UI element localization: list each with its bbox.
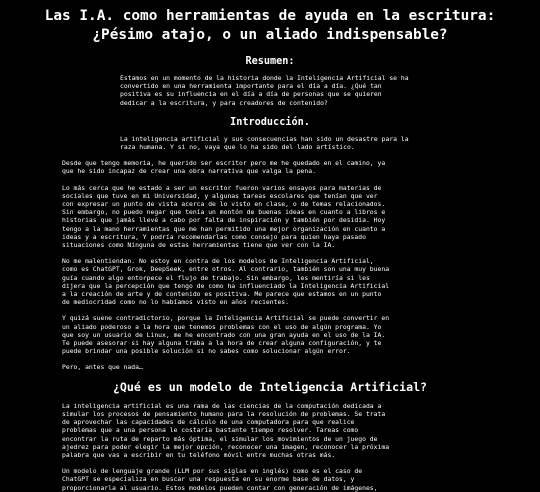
intro-heading: Introducción. bbox=[230, 116, 310, 128]
intro-paragraph-6: Pero, antes que nada… bbox=[62, 363, 143, 372]
intro-paragraph-3: Lo más cerca que he estado a ser un escritor fueron varios ensayos para materias de sociales que tuve en mi Universidad, y algunas tareas escolares que tenían que ver con expresar un punto de vista acerca de lo visto en clase, o de temas relacionados. Sin embargo, no puedo negar que tenía un montón de buenas ideas en cuanto a libros e historias que jamás llevé a cabo por falta de inspiración y también por desidia. Hoy tengo a la mano herramientas que me han permitido una mejor organización en cuanto a ideas y a escritura, Y podría recomendarlas como consejo para quien haya pasado situaciones como Ninguna de estas herramientas tiene que ver con la IA. bbox=[62, 183, 386, 250]
ai-model-heading: ¿Qué es un modelo de Inteligencia Artificial? bbox=[112, 379, 428, 394]
summary-text: Estamos en un momento de la historia donde la Inteligencia Artificial se ha convertido en una herramienta importante para el día a día. ¿Qué tan positiva es su influencia en el día a día de personas que se quieren dedicar a la escritura, y para creadores de contenido? bbox=[120, 74, 409, 107]
intro-paragraph-2: Desde que tengo memoria, he querido ser escritor pero me he quedado en el camino, ya que he sido incapaz de crear una obra narrativa que valga la pena. bbox=[62, 159, 386, 176]
summary-heading: Resumen: bbox=[245, 56, 295, 67]
intro-paragraph-5: Y quizá suene contradictorio, porque la Inteligencia Artificial se puede convertir en un aliado poderoso a la hora que tenemos problemas con el uso de algún programa. Yo que soy un usuario de Linux, me he encontrado con una gran ayuda en el uso de la IA. Te puede asesorar si hay alguna traba a la hora de crear alguna configuración, y te puede brindar una posible solución si no sabes como solucionar algún error. bbox=[62, 314, 390, 356]
article-title: Las I.A. como herramientas de ayuda en la escritura: ¿Pésimo atajo, o un aliado indispensable? bbox=[44, 8, 496, 43]
ai-paragraph-1: La inteligencia artificial es una rama de las ciencias de la computación dedicada a simular los procesos de pensamiento humano para la resolución de problemas. Se trata de aprovechar las capacidades de cálculo de una computadora para que realice problemas que a una persona le costaría bastante tiempo resolver. Tareas como encontrar la ruta de reparto más óptima, el simular los movimientos de un juego de ajedrez para poder elegir la mejor opción, reconocer una imagen, reconocer la próxima palabra que vas a escribir en tu teléfono móvil entre muchas otras más. bbox=[62, 401, 390, 459]
intro-paragraph-4: No me malentiendan. No estoy en contra de los modelos de Inteligencia Artificial, como es ChatGPT, Grok, DeepSeek, entre otros. Al contrario, también son una muy buena guía cuando algo entorpece el flujo de trabajo. Sin embargo, les mentiría si les dijera que la percepción que tengo de como ha influenciado la Inteligencia Artificial a la creación de arte y de contenido es positiva. Me parece que estamos en un punto de mediocridad como no lo habíamos visto en años recientes. bbox=[62, 257, 390, 307]
ai-paragraph-2: Un modelo de lenguaje grande (LLM por sus siglas en inglés) como es el caso de ChatGPT se especializa en buscar una respuesta en su enorme base de datos, y proporcionarla al usuario. Estos modelos pueden contar con generación de imágenes, bbox=[62, 467, 378, 492]
intro-paragraph-1: La inteligencia artificial y sus consecuencias han sido un desastre para la raza humana. Y si no, vaya que lo ha sido del lado artístico. bbox=[120, 134, 409, 152]
